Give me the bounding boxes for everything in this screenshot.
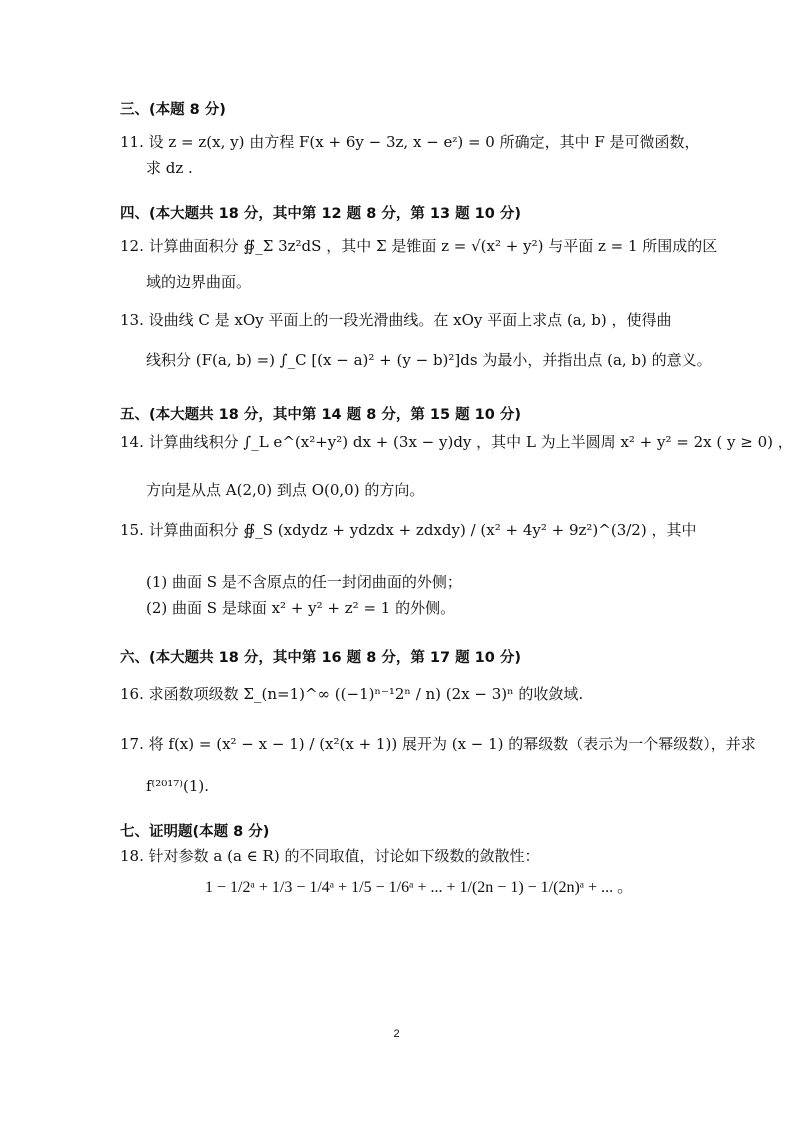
problem-18-series: 1 − 1/2ᵃ + 1/3 − 1/4ᵃ + 1/5 − 1/6ᵃ + ... + 1/(2n − 1) − 1/(2n)ᵃ + ... 。 bbox=[205, 879, 634, 896]
problem-13-line-2: 线积分 (F(a, b) =) ∫_C [(x − a)² + (y − b)²]ds 为最小，并指出点 (a, b) 的意义。 bbox=[146, 351, 712, 369]
problem-15-part-1: (1) 曲面 S 是不含原点的任一封闭曲面的外侧； bbox=[146, 573, 462, 591]
problem-15-line-1: 15. 计算曲面积分 ∯_S (xdydz + ydzdx + zdxdy) / (x² + 4y² + 9z²)^(3/2) ，其中 bbox=[120, 521, 697, 539]
problem-15-part-2: (2) 曲面 S 是球面 x² + y² + z² = 1 的外侧。 bbox=[146, 599, 456, 617]
problem-12-line-1: 12. 计算曲面积分 ∯_Σ 3z²dS ，其中 Σ 是锥面 z = √(x² + y²) 与平面 z = 1 所围成的区 bbox=[120, 237, 718, 255]
page-number: 2 bbox=[393, 1028, 400, 1040]
problem-18-line-1: 18. 针对参数 a (a ∈ R) 的不同取值，讨论如下级数的敛散性： bbox=[120, 847, 540, 865]
section-heading-7: 七、证明题(本题 8 分) bbox=[120, 824, 270, 840]
problem-16-line-1: 16. 求函数项级数 Σ_(n=1)^∞ ((−1)ⁿ⁻¹2ⁿ / n) (2x − 3)ⁿ 的收敛域. bbox=[120, 685, 584, 703]
problem-11-line-2: 求 dz . bbox=[146, 159, 193, 177]
section-heading-6: 六、(本大题共 18 分，其中第 16 题 8 分，第 17 题 10 分) bbox=[120, 650, 522, 666]
problem-13-line-1: 13. 设曲线 C 是 xOy 平面上的一段光滑曲线。在 xOy 平面上求点 (a, b) ，使得曲 bbox=[120, 311, 672, 329]
problem-14-line-2: 方向是从点 A(2,0) 到点 O(0,0) 的方向。 bbox=[146, 481, 425, 499]
problem-11-line-1: 11. 设 z = z(x, y) 由方程 F(x + 6y − 3z, x − eᶻ) = 0 所确定，其中 F 是可微函数， bbox=[120, 133, 700, 151]
section-heading-5: 五、(本大题共 18 分，其中第 14 题 8 分，第 15 题 10 分) bbox=[120, 407, 522, 423]
problem-17-line-1: 17. 将 f(x) = (x² − x − 1) / (x²(x + 1)) 展开为 (x − 1) 的幂级数（表示为一个幂级数），并求 bbox=[120, 735, 756, 753]
problem-17-line-2: f⁽²⁰¹⁷⁾(1). bbox=[146, 777, 209, 795]
problem-12-line-2: 域的边界曲面。 bbox=[146, 273, 252, 291]
section-heading-4: 四、(本大题共 18 分，其中第 12 题 8 分，第 13 题 10 分) bbox=[120, 206, 522, 222]
problem-14-line-1: 14. 计算曲线积分 ∫_L e^(x²+y²) dx + (3x − y)dy ，其中 L 为上半圆周 x² + y² = 2x ( y ≥ 0) ， bbox=[120, 433, 793, 451]
section-heading-3: 三、(本题 8 分) bbox=[120, 102, 226, 118]
